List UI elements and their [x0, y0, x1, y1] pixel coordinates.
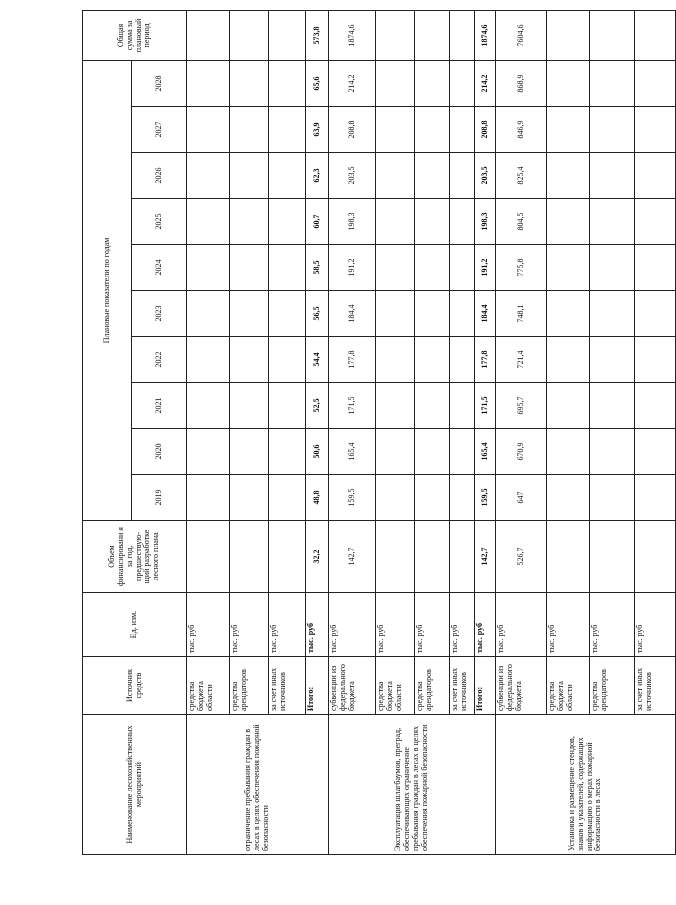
value-cell-2024: [635, 245, 676, 291]
value-cell-2027: 63,9: [306, 107, 329, 153]
unit-cell: тыс. руб: [590, 593, 635, 657]
prior-year-cell: 32,2: [306, 521, 329, 593]
total-cell: [547, 10, 590, 60]
header-unit: Ед. изм.: [83, 593, 187, 657]
value-cell-2019: [269, 475, 306, 521]
value-cell-2025: [230, 199, 269, 245]
header-year-2028: 2028: [132, 60, 187, 106]
value-cell-2021: [269, 383, 306, 429]
value-cell-2025: [547, 199, 590, 245]
value-cell-2020: [450, 429, 475, 475]
value-cell-2022: [415, 337, 450, 383]
unit-cell: тыс. руб: [329, 593, 376, 657]
header-year-2020: 2020: [132, 429, 187, 475]
value-cell-2019: [635, 475, 676, 521]
total-cell: [415, 10, 450, 60]
value-cell-2027: [547, 107, 590, 153]
source-cell: средства бюджета области: [187, 657, 230, 715]
value-cell-2026: 62,3: [306, 153, 329, 199]
value-cell-2025: 804,5: [496, 199, 547, 245]
value-cell-2023: [635, 291, 676, 337]
value-cell-2019: [547, 475, 590, 521]
value-cell-2022: 177,8: [475, 337, 496, 383]
prior-year-cell: [635, 521, 676, 593]
value-cell-2028: [590, 60, 635, 106]
value-cell-2024: 58,5: [306, 245, 329, 291]
value-cell-2022: 721,4: [496, 337, 547, 383]
value-cell-2019: [450, 475, 475, 521]
value-cell-2023: [450, 291, 475, 337]
source-cell: средства арендаторов: [230, 657, 269, 715]
source-cell: средства арендаторов: [415, 657, 450, 715]
measure-name-cell: Эксплуатация шлагбаумов, преград, обеспечивающих ограничение пребывания граждан в лесах в целях обеспечения пожарной безопасности: [329, 715, 496, 855]
source-cell: за счет иных источников: [269, 657, 306, 715]
total-cell: [590, 10, 635, 60]
value-cell-2024: [230, 245, 269, 291]
value-cell-2025: 198,3: [329, 199, 376, 245]
value-cell-2019: [230, 475, 269, 521]
value-cell-2028: [269, 60, 306, 106]
value-cell-2023: [415, 291, 450, 337]
value-cell-2023: 748,1: [496, 291, 547, 337]
value-cell-2023: [187, 291, 230, 337]
unit-cell: тыс. руб: [306, 593, 329, 657]
value-cell-2025: [376, 199, 415, 245]
header-year-2023: 2023: [132, 291, 187, 337]
value-cell-2021: [230, 383, 269, 429]
unit-cell: тыс. руб: [450, 593, 475, 657]
value-cell-2023: [590, 291, 635, 337]
value-cell-2025: [635, 199, 676, 245]
source-cell: за счет иных источников: [450, 657, 475, 715]
value-cell-2025: [415, 199, 450, 245]
value-cell-2021: 695,7: [496, 383, 547, 429]
header-source: Источник средств: [83, 657, 187, 715]
prior-year-cell: [269, 521, 306, 593]
value-cell-2022: 177,8: [329, 337, 376, 383]
value-cell-2022: [635, 337, 676, 383]
value-cell-2026: 203,5: [475, 153, 496, 199]
header-year-2021: 2021: [132, 383, 187, 429]
value-cell-2025: 198,3: [475, 199, 496, 245]
prior-year-cell: 142,7: [475, 521, 496, 593]
header-prior-year: Объем финансировани я за год, предшествую- щий разработке лесного плана: [83, 521, 187, 593]
value-cell-2025: [590, 199, 635, 245]
value-cell-2019: 159,5: [475, 475, 496, 521]
value-cell-2027: [450, 107, 475, 153]
prior-year-cell: 142,7: [329, 521, 376, 593]
value-cell-2024: 191,2: [475, 245, 496, 291]
value-cell-2020: [230, 429, 269, 475]
value-cell-2021: [635, 383, 676, 429]
value-cell-2023: [269, 291, 306, 337]
prior-year-cell: [415, 521, 450, 593]
unit-cell: тыс. руб: [496, 593, 547, 657]
value-cell-2027: [187, 107, 230, 153]
unit-cell: тыс. руб: [547, 593, 590, 657]
value-cell-2020: 165,4: [475, 429, 496, 475]
value-cell-2024: 775,8: [496, 245, 547, 291]
value-cell-2026: 203,5: [329, 153, 376, 199]
source-cell: субвенции из федерального бюджета: [329, 657, 376, 715]
total-cell: [450, 10, 475, 60]
header-name: Наименование лесохозяйственных мероприятий: [83, 715, 187, 855]
value-cell-2027: 208,8: [475, 107, 496, 153]
header-row: [83, 10, 132, 854]
value-cell-2028: [635, 60, 676, 106]
value-cell-2020: [187, 429, 230, 475]
value-cell-2026: [450, 153, 475, 199]
value-cell-2023: 56,5: [306, 291, 329, 337]
prior-year-cell: [230, 521, 269, 593]
source-cell: субвенции из федерального бюджета: [496, 657, 547, 715]
table-row: [329, 10, 376, 854]
value-cell-2026: [547, 153, 590, 199]
total-cell: 1874,6: [475, 10, 496, 60]
value-cell-2022: [590, 337, 635, 383]
value-cell-2021: [187, 383, 230, 429]
total-cell: 7604,6: [496, 10, 547, 60]
value-cell-2020: [547, 429, 590, 475]
value-cell-2023: 184,4: [475, 291, 496, 337]
value-cell-2022: [450, 337, 475, 383]
table-row: [187, 10, 230, 854]
value-cell-2025: [450, 199, 475, 245]
value-cell-2020: 670,9: [496, 429, 547, 475]
source-cell: Итого:: [475, 657, 496, 715]
value-cell-2025: [269, 199, 306, 245]
value-cell-2022: [269, 337, 306, 383]
table-row: [496, 10, 547, 854]
value-cell-2021: [547, 383, 590, 429]
value-cell-2020: 165,4: [329, 429, 376, 475]
value-cell-2028: [376, 60, 415, 106]
value-cell-2021: 171,5: [475, 383, 496, 429]
value-cell-2022: [187, 337, 230, 383]
unit-cell: тыс. руб: [635, 593, 676, 657]
source-cell: средства бюджета области: [547, 657, 590, 715]
value-cell-2023: 184,4: [329, 291, 376, 337]
value-cell-2019: [376, 475, 415, 521]
value-cell-2028: [450, 60, 475, 106]
value-cell-2028: 868,9: [496, 60, 547, 106]
value-cell-2027: [415, 107, 450, 153]
value-cell-2026: [187, 153, 230, 199]
value-cell-2024: [376, 245, 415, 291]
financing-table: [82, 10, 676, 855]
value-cell-2024: 191,2: [329, 245, 376, 291]
value-cell-2021: [376, 383, 415, 429]
value-cell-2027: [376, 107, 415, 153]
value-cell-2026: [415, 153, 450, 199]
value-cell-2020: [376, 429, 415, 475]
value-cell-2027: [590, 107, 635, 153]
value-cell-2021: [450, 383, 475, 429]
value-cell-2023: [230, 291, 269, 337]
header-planned: Плановые показатели по годам: [83, 60, 132, 520]
value-cell-2024: [547, 245, 590, 291]
value-cell-2019: [187, 475, 230, 521]
value-cell-2027: 846,9: [496, 107, 547, 153]
value-cell-2026: [230, 153, 269, 199]
value-cell-2023: [376, 291, 415, 337]
rotated-table-container: [82, 18, 653, 855]
value-cell-2022: 54,4: [306, 337, 329, 383]
total-cell: [269, 10, 306, 60]
value-cell-2020: [415, 429, 450, 475]
value-cell-2026: [590, 153, 635, 199]
value-cell-2025: [187, 199, 230, 245]
value-cell-2023: [547, 291, 590, 337]
value-cell-2027: 208,8: [329, 107, 376, 153]
value-cell-2028: 214,2: [475, 60, 496, 106]
value-cell-2026: [269, 153, 306, 199]
value-cell-2028: [230, 60, 269, 106]
source-cell: средства бюджета области: [376, 657, 415, 715]
unit-cell: тыс. руб: [269, 593, 306, 657]
value-cell-2022: [547, 337, 590, 383]
value-cell-2025: 60,7: [306, 199, 329, 245]
value-cell-2021: 52,5: [306, 383, 329, 429]
total-cell: [187, 10, 230, 60]
unit-cell: тыс. руб: [376, 593, 415, 657]
total-cell: [376, 10, 415, 60]
value-cell-2028: 214,2: [329, 60, 376, 106]
unit-cell: тыс. руб: [415, 593, 450, 657]
unit-cell: тыс. руб: [230, 593, 269, 657]
value-cell-2021: [590, 383, 635, 429]
total-cell: 573,8: [306, 10, 329, 60]
value-cell-2024: [415, 245, 450, 291]
unit-cell: тыс. руб: [475, 593, 496, 657]
header-year-2025: 2025: [132, 199, 187, 245]
value-cell-2020: [635, 429, 676, 475]
value-cell-2028: [547, 60, 590, 106]
value-cell-2026: [635, 153, 676, 199]
measure-name-cell: отраничение пребывания граждан в лесах в целях обеспечения пожарной безопасности: [187, 715, 329, 855]
value-cell-2022: [376, 337, 415, 383]
prior-year-cell: [450, 521, 475, 593]
total-cell: [230, 10, 269, 60]
value-cell-2019: [590, 475, 635, 521]
header-year-2024: 2024: [132, 245, 187, 291]
value-cell-2020: [269, 429, 306, 475]
value-cell-2022: [230, 337, 269, 383]
total-cell: [635, 10, 676, 60]
value-cell-2028: [187, 60, 230, 106]
source-cell: средства арендаторов: [590, 657, 635, 715]
value-cell-2019: [415, 475, 450, 521]
prior-year-cell: [590, 521, 635, 593]
value-cell-2027: [269, 107, 306, 153]
header-total: Общая сумма за плановый период: [83, 10, 187, 60]
value-cell-2024: [450, 245, 475, 291]
value-cell-2019: 647: [496, 475, 547, 521]
header-year-2019: 2019: [132, 475, 187, 521]
value-cell-2026: [376, 153, 415, 199]
value-cell-2021: 171,5: [329, 383, 376, 429]
source-cell: за счет иных источников: [635, 657, 676, 715]
value-cell-2028: 65,6: [306, 60, 329, 106]
value-cell-2024: [269, 245, 306, 291]
prior-year-cell: [187, 521, 230, 593]
prior-year-cell: [376, 521, 415, 593]
prior-year-cell: 526,7: [496, 521, 547, 593]
source-cell: Итого:: [306, 657, 329, 715]
measure-name-cell: Установка и размещение стендов, знаков и указателей, содержащих информацию о мерах пожарной безопасности в лесах: [496, 715, 676, 855]
value-cell-2024: [590, 245, 635, 291]
value-cell-2026: 825,4: [496, 153, 547, 199]
prior-year-cell: [547, 521, 590, 593]
value-cell-2020: [590, 429, 635, 475]
header-year-2022: 2022: [132, 337, 187, 383]
value-cell-2020: 50,6: [306, 429, 329, 475]
header-year-2027: 2027: [132, 107, 187, 153]
value-cell-2024: [187, 245, 230, 291]
value-cell-2027: [635, 107, 676, 153]
unit-cell: тыс. руб: [187, 593, 230, 657]
value-cell-2021: [415, 383, 450, 429]
value-cell-2027: [230, 107, 269, 153]
value-cell-2019: 159,5: [329, 475, 376, 521]
value-cell-2028: [415, 60, 450, 106]
header-year-2026: 2026: [132, 153, 187, 199]
total-cell: 1874,6: [329, 10, 376, 60]
value-cell-2019: 48,8: [306, 475, 329, 521]
